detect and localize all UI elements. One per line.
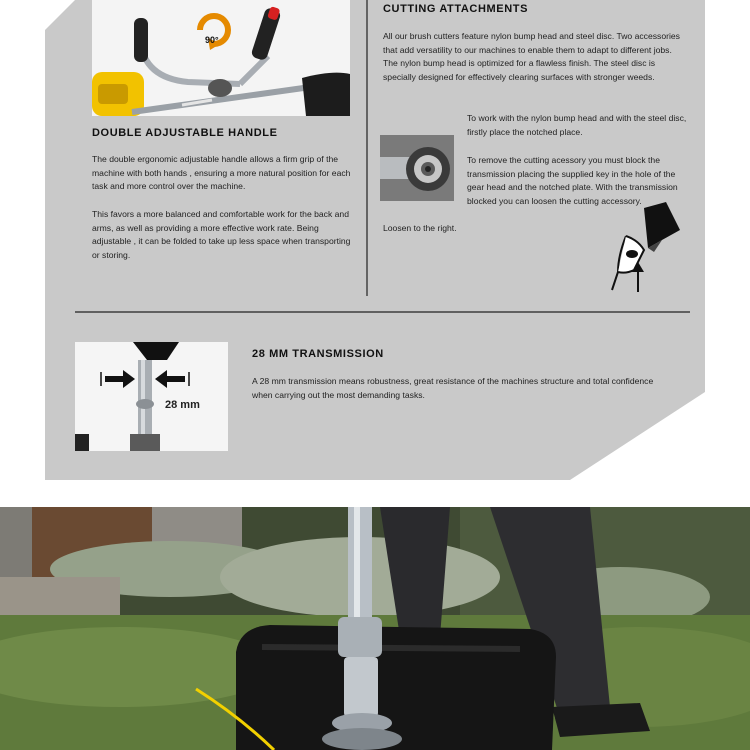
handle-photo [92,0,350,116]
handle-paragraph-1: The double ergonomic adjustable handle allows a firm grip of the machine with both hands , ensuring a more natural position for each task and more control over the machine. [92,154,351,191]
gear-head-photo [380,135,454,201]
cutting-intro: All our brush cutters feature nylon bump head and steel disc. Two accessories that add versatility to our machines to enable them to adapt to different jobs. The nylon bump head is optimized for a flawless finish. The steel disc is specially designed for effectively clearing surfaces with stronger weeds. [383,31,680,82]
handle-paragraph-2: This favors a more balanced and comfortable work for the back and arms, as well as providing a more effective work rate. Being adjustable , it can be folded to take up less space when transporting or storing. [92,209,351,260]
cutting-step-1: To work with the nylon bump head and with the steel disc, firstly place the notched place. [467,113,687,137]
garden-photo [0,507,750,750]
handle-heading: DOUBLE ADJUSTABLE HANDLE [92,127,278,139]
cutting-step-2: To remove the cutting acessory you must block the transmission placing the supplied key in the hole of the gear head and the notched plate. With the transmission blocked you can loosen the cutting accessory. [467,155,678,206]
cutting-step-3: Loosen to the right. [383,223,457,233]
key-diagram [604,200,684,295]
rotation-label: 90° [205,35,219,45]
transmission-heading: 28 MM TRANSMISSION [252,348,384,360]
transmission-photo [75,342,228,451]
cutting-heading: CUTTING ATTACHMENTS [383,3,529,15]
transmission-size-label: 28 mm [165,399,200,411]
arrow-left-icon [105,376,123,382]
transmission-paragraph: A 28 mm transmission means robustness, great resistance of the machines structure and total confidence when carrying out the most demanding tasks. [252,376,654,400]
